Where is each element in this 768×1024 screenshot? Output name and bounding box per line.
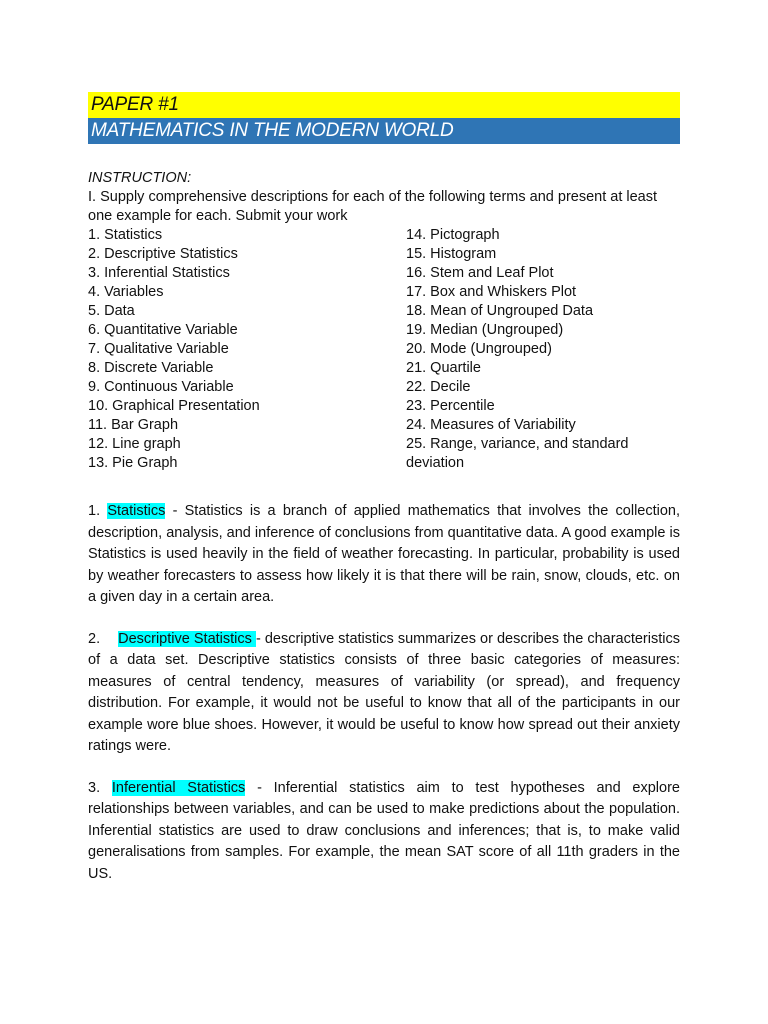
term-item: 14. Pictograph [406, 227, 500, 243]
term-item: 16. Stem and Leaf Plot [406, 265, 554, 281]
term-item: 1. Statistics [88, 227, 163, 243]
term-item: 25. Range, variance, and standard deviation [406, 436, 629, 471]
highlighted-term: Inferential Statistics [111, 779, 246, 796]
terms-column-left [88, 226, 406, 473]
instruction-text: I. Supply comprehensive descriptions for each of the following terms and present at least one example for each. Submit your work [88, 189, 658, 224]
term-item: 3. Inferential Statistics [88, 265, 230, 281]
term-item: 9. Continuous Variable [88, 379, 234, 395]
highlighted-term: Descriptive Statistics [118, 630, 256, 647]
answer-paragraph-3 [88, 778, 680, 886]
term-item: 13. Pie Graph [88, 455, 178, 471]
term-item: 7. Qualitative Variable [88, 341, 229, 357]
answer-body: - descriptive statistics summarizes or describes the characteristics of a data set. Descriptive statistics consists of three basic categories of measures: measures of central tendency, measures of variability (or spread), and frequency distribution. For example, it would not be useful to know that all of the participants in our example wore blue shoes. However, it would be useful to know how spread out their anxiety ratings were. [88, 630, 680, 754]
term-item: 5. Data [88, 303, 135, 319]
term-item: 21. Quartile [406, 360, 481, 376]
term-item: 2. Descriptive Statistics [88, 246, 238, 262]
term-item: 4. Variables [88, 284, 164, 300]
answer-number: 1. [88, 503, 101, 519]
term-item: 22. Decile [406, 379, 471, 395]
term-item: 24. Measures of Variability [406, 417, 576, 433]
answer-paragraph-2 [88, 629, 680, 758]
answer-body: - Inferential statistics aim to test hypotheses and explore relationships between variables, and can be used to make predictions about the population. Inferential statistics are used to draw conclusions and inferences; that is, to make valid generalisations from samples. For example, the mean SAT score of all 11th graders in the US. [88, 779, 680, 882]
course-title: MATHEMATICS IN THE MODERN WORLD [91, 120, 454, 141]
term-item: 17. Box and Whiskers Plot [406, 284, 577, 300]
answer-number: 3. [88, 779, 101, 796]
term-item: 15. Histogram [406, 246, 497, 262]
term-item: 19. Median (Ungrouped) [406, 322, 564, 338]
term-item: 10. Graphical Presentation [88, 398, 260, 414]
course-title-banner [88, 118, 680, 144]
term-item: 11. Bar Graph [88, 417, 179, 433]
term-item: 23. Percentile [406, 398, 495, 414]
terms-column-right [406, 226, 680, 473]
term-item: 18. Mean of Ungrouped Data [406, 303, 594, 319]
answer-body: - Statistics is a branch of applied mathematics that involves the collection, description, analysis, and inference of conclusions from quantitative data. A good example is Statistics is used heavily in the field of weather forecasting. In particular, probability is used by weather forecasters to assess how likely it is that there will be rain, snow, clouds, etc. on a given day in a certain area. [88, 503, 681, 605]
paper-title: PAPER #1 [91, 94, 179, 115]
term-item: 12. Line graph [88, 436, 181, 452]
term-item: 8. Discrete Variable [88, 360, 214, 376]
terms-list [88, 226, 680, 473]
term-item: 20. Mode (Ungrouped) [406, 341, 552, 357]
term-item: 6. Quantitative Variable [88, 322, 238, 338]
paper-title-banner [88, 92, 680, 118]
document-page [88, 92, 680, 900]
instruction-heading: INSTRUCTION: [88, 170, 192, 186]
answer-paragraph-1 [88, 501, 680, 609]
answer-number: 2. [88, 630, 101, 647]
instruction-block [88, 169, 680, 226]
highlighted-term: Statistics [107, 503, 166, 519]
